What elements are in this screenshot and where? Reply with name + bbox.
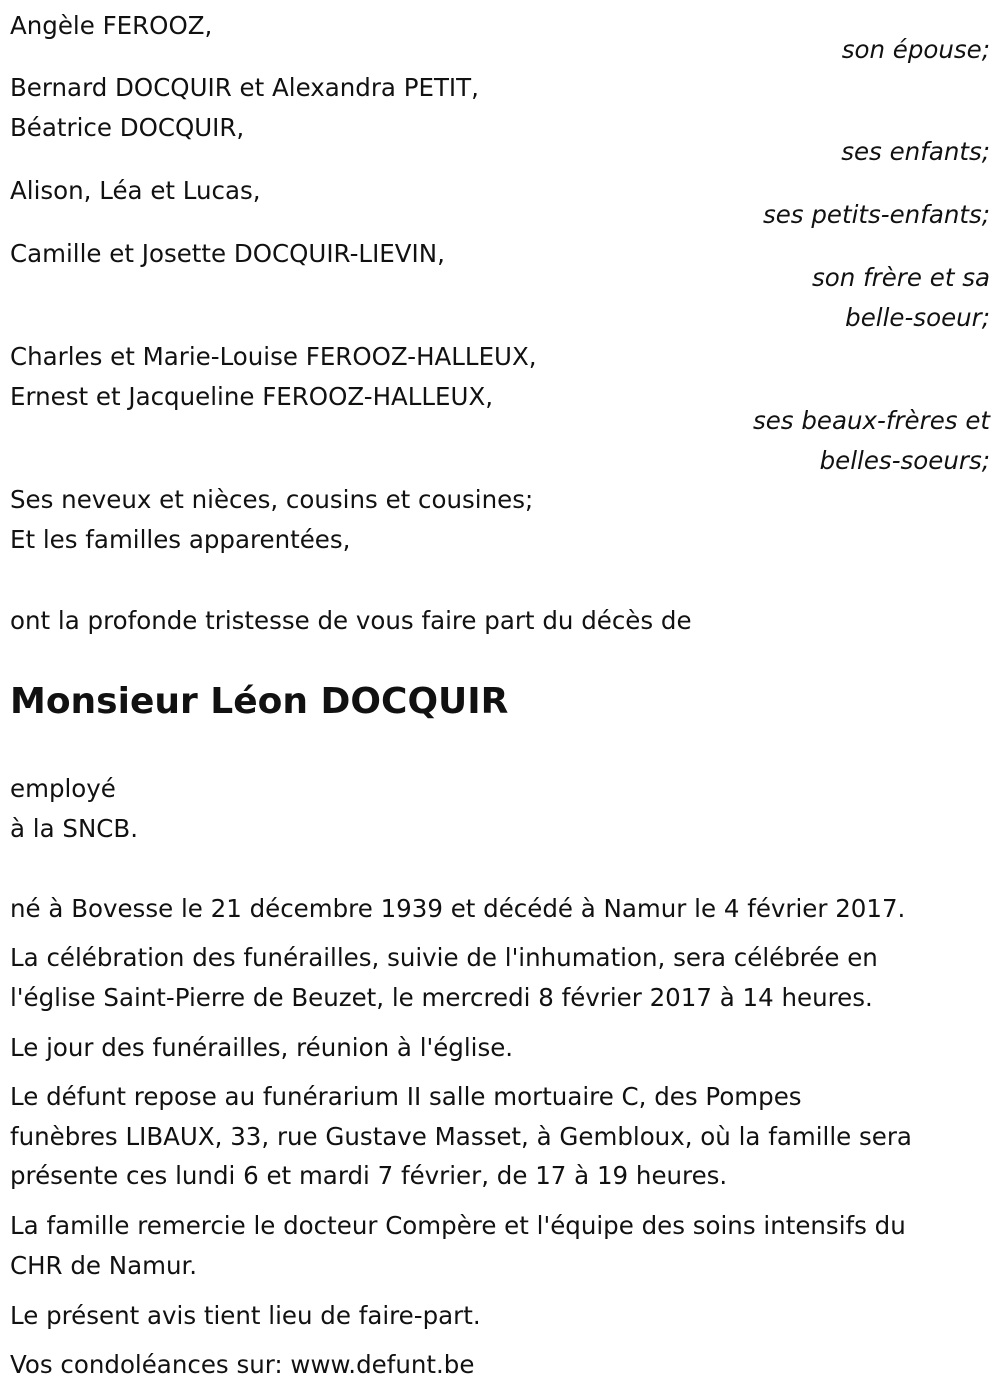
rest-line-2: funèbres LIBAUX, 33, rue Gustave Masset, à Gembloux, où la famille sera (10, 1122, 912, 1151)
thanks-line-1: La famille remercie le docteur Compère et l'équipe des soins intensifs du (10, 1211, 906, 1240)
thanks-line-2: CHR de Namur. (10, 1251, 198, 1280)
inlaws-role-line-1: ses beaux-frères et (752, 406, 990, 435)
announcement-text: ont la profonde tristesse de vous faire part du décès de (10, 606, 692, 635)
funeral-line-1: La célébration des funérailles, suivie de l'inhumation, sera célébrée en (10, 943, 878, 972)
condolences-line: Vos condoléances sur: www.defunt.be (10, 1350, 475, 1379)
occupation-line-1: employé (10, 774, 116, 803)
extended-family-line-1: Ses neveux et nièces, cousins et cousines; (10, 485, 534, 514)
grandchildren-line: Alison, Léa et Lucas, (10, 176, 261, 205)
notice-line: Le présent avis tient lieu de faire-part. (10, 1301, 481, 1330)
sibling-role-line-2: belle-soeur; (845, 303, 990, 332)
spouse-name: Angèle FEROOZ, (10, 11, 213, 40)
meeting-line: Le jour des funérailles, réunion à l'église. (10, 1033, 514, 1062)
grandchildren-role: ses petits-enfants; (762, 200, 990, 229)
rest-line-3: présente ces lundi 6 et mardi 7 février, de 17 à 19 heures. (10, 1161, 728, 1190)
birth-death-line: né à Bovesse le 21 décembre 1939 et décédé à Namur le 4 février 2017. (10, 894, 906, 923)
child-line-2: Béatrice DOCQUIR, (10, 113, 245, 142)
spouse-role: son épouse; (841, 35, 990, 64)
funeral-line-2: l'église Saint-Pierre de Beuzet, le mercredi 8 février 2017 à 14 heures. (10, 983, 873, 1012)
sibling-role-line-1: son frère et sa (811, 263, 990, 292)
inlaw-line-1: Charles et Marie-Louise FEROOZ-HALLEUX, (10, 342, 537, 371)
children-role: ses enfants; (841, 137, 990, 166)
deceased-name: Monsieur Léon DOCQUIR (10, 681, 509, 722)
sibling-line: Camille et Josette DOCQUIR-LIEVIN, (10, 239, 445, 268)
inlaw-line-2: Ernest et Jacqueline FEROOZ-HALLEUX, (10, 382, 494, 411)
extended-family-line-2: Et les familles apparentées, (10, 525, 351, 554)
child-line-1: Bernard DOCQUIR et Alexandra PETIT, (10, 73, 479, 102)
rest-line-1: Le défunt repose au funérarium II salle mortuaire C, des Pompes (10, 1082, 802, 1111)
inlaws-role-line-2: belles-soeurs; (819, 446, 990, 475)
occupation-line-2: à la SNCB. (10, 814, 138, 843)
